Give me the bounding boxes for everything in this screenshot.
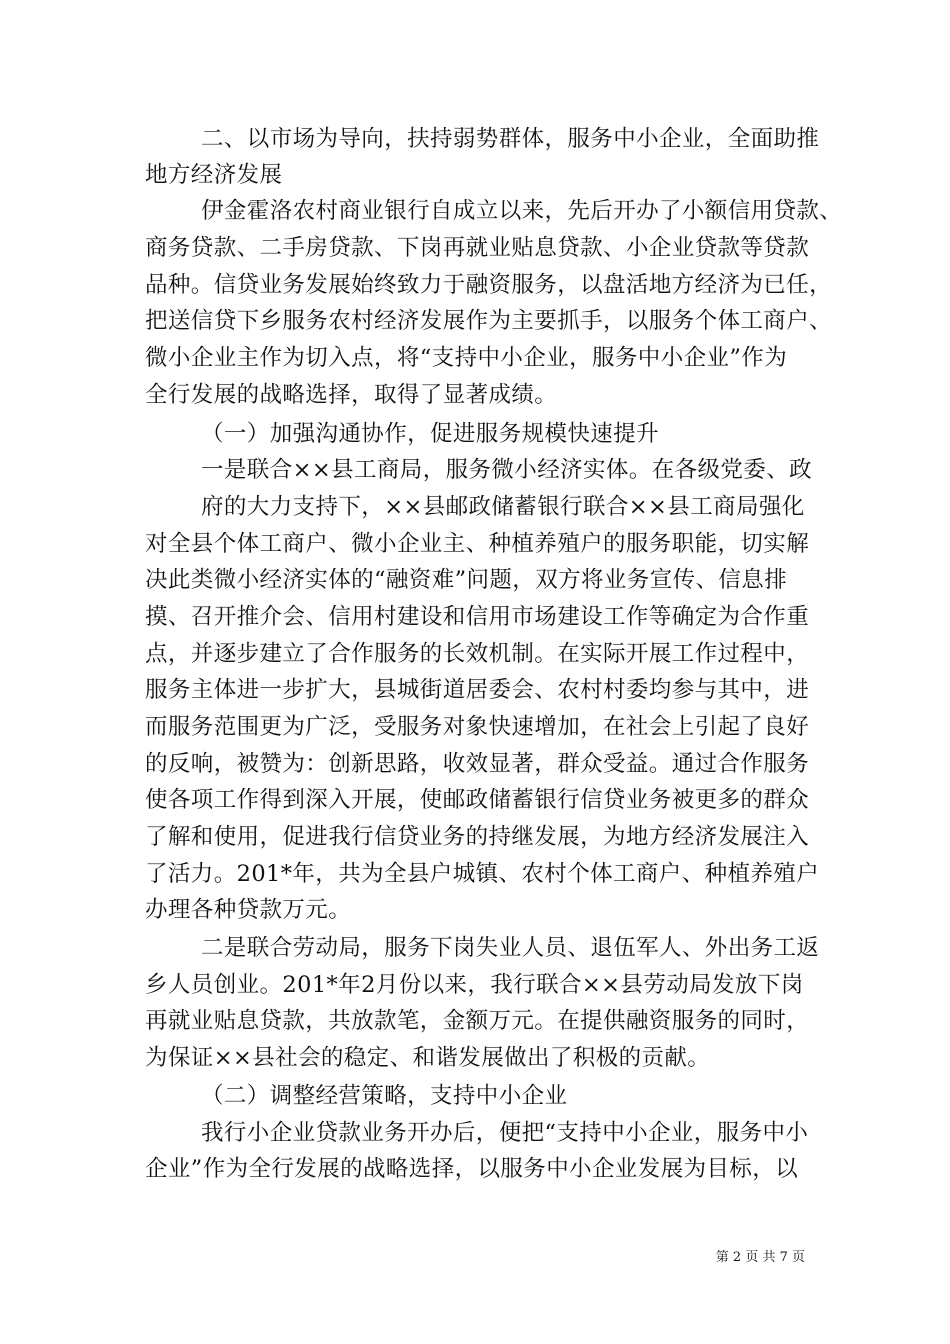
paragraph-line: 伊金霍洛农村商业银行自成立以来，先后开办了小额信用贷款、 [201,198,843,224]
paragraph-line: 企业”作为全行发展的战略选择，以服务中小企业发展为目标，以 [145,1156,799,1182]
paragraph-line: 全行发展的战略选择，取得了显著成绩。 [145,382,558,408]
paragraph-line: 商务贷款、二手房贷款、下岗再就业贴息贷款、小企业贷款等贷款 [145,235,810,261]
paragraph-line: 使各项工作得到深入开展，使邮政储蓄银行信贷业务被更多的群众 [145,787,810,813]
paragraph-line: 的反响，被赞为：创新思路，收效显著，群众受益。通过合作服务 [145,751,810,777]
paragraph-line: 而服务范围更为广泛，受服务对象快速增加，在社会上引起了良好 [145,714,810,740]
paragraph-line: 摸、召开推介会、信用村建设和信用市场建设工作等确定为合作重 [145,604,810,630]
paragraph-line: 了活力。201*年，共为全县户城镇、农村个体工商户、种植养殖户 [145,861,820,887]
section-heading: 二、以市场为导向，扶持弱势群体，服务中小企业，全面助推 [201,126,820,152]
paragraph-line: 乡人员创业。201*年2月份以来，我行联合××县劳动局发放下岗 [145,972,804,998]
section-heading-cont: 地方经济发展 [145,162,283,188]
paragraph-line: 微小企业主作为切入点，将“支持中小企业，服务中小企业”作为 [145,345,788,371]
subsection-heading: （二）调整经营策略，支持中小企业 [201,1083,568,1109]
paragraph-line: 为保证××县社会的稳定、和谐发展做出了积极的贡献。 [145,1045,711,1071]
paragraph-line: 我行小企业贷款业务开办后，便把“支持中小企业，服务中小 [201,1120,809,1146]
paragraph-line: 一是联合××县工商局，服务微小经济实体。在各级党委、政 [201,457,813,483]
paragraph-line: 品种。信贷业务发展始终致力于融资服务，以盘活地方经济为已任， [145,272,833,298]
paragraph-line: 点，并逐步建立了合作服务的长效机制。在实际开展工作过程中， [145,641,810,667]
paragraph-line: 府的大力支持下，××县邮政储蓄银行联合××县工商局强化 [201,494,805,520]
subsection-heading: （一）加强沟通协作，促进服务规模快速提升 [201,421,660,447]
paragraph-line: 把送信贷下乡服务农村经济发展作为主要抓手，以服务个体工商户、 [145,308,833,334]
paragraph-line: 对全县个体工商户、微小企业主、种植养殖户的服务职能，切实解 [145,531,810,557]
paragraph-line: 再就业贴息贷款，共放款笔，金额万元。在提供融资服务的同时， [145,1008,810,1034]
paragraph-line: 服务主体进一步扩大，县城街道居委会、农村村委均参与其中，进 [145,677,810,703]
paragraph-line: 了解和使用，促进我行信贷业务的持继发展，为地方经济发展注入 [145,824,810,850]
page-number: 第 2 页 共 7 页 [715,1250,805,1265]
paragraph-line: 办理各种贷款万元。 [145,897,352,923]
paragraph-line: 二是联合劳动局，服务下岗失业人员、退伍军人、外出务工返 [201,935,820,961]
paragraph-line: 决此类微小经济实体的“融资难”问题，双方将业务宣传、信息排 [145,567,788,593]
